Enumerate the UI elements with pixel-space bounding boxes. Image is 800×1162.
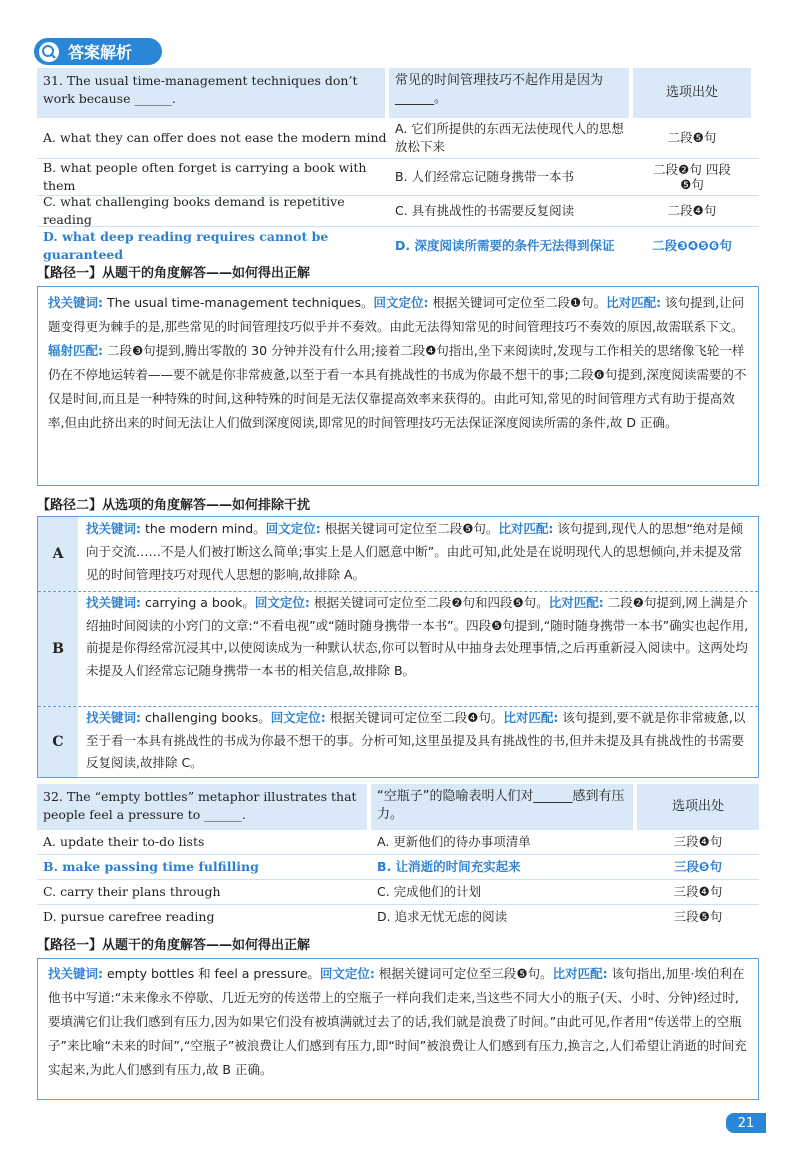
q32-option-row-correct (37, 855, 759, 880)
q32-route1-box (37, 958, 759, 1100)
keyword-label: 找关键词: (48, 295, 103, 310)
q31-table (37, 68, 759, 265)
q32-stem-en: 32. The “empty bottles” metaphor illustrates that people feel a pressure to ______. (37, 784, 367, 830)
q32-option-en: C. carry their plans through (43, 884, 221, 899)
route-text: 该句提到,让问题变得更为棘手的是,那些常见的时间管理技巧似乎并不奏效。由此无法得知常见的时间管理技巧不奏效的原因,故需联系下文。 (48, 295, 745, 334)
q31-route1-title: 【路径一】从题干的角度解答——如何得出正解 (37, 266, 311, 281)
route-text: challenging books。 (141, 710, 271, 725)
route-text: 根据关键词可定位至二段❶句。 (428, 295, 607, 310)
keyword-label: 找关键词: (86, 521, 141, 536)
keyword-label: 找关键词: (86, 595, 141, 610)
section-badge (34, 38, 162, 65)
q31-stem-cn: 常见的时间管理技巧不起作用是因为______。 (389, 68, 629, 118)
match-label: 比对匹配: (548, 595, 604, 610)
route-text: 根据关键词可定位至二段❷句和四段❺句。 (309, 595, 549, 610)
route-text: 根据关键词可定位至二段❹句。 (325, 710, 504, 725)
q32-options (37, 830, 759, 929)
q32-option-en: D. pursue carefree reading (43, 909, 215, 924)
locate-label: 回文定位: (265, 521, 321, 536)
q32-option-row (37, 830, 759, 855)
q31-route2-box (37, 516, 759, 778)
page-number: 21 (726, 1113, 766, 1133)
route-text: 二段❸句提到,腾出零散的 30 分钟并没有什么用;接着二段❹句指出,坐下来阅读时,发现与工作相关的思绪像飞轮一样仍在不停地运转着——要不就是你非常疲惫,以至于看一本具有挑战性的书成为你最不想干的事;二段❻句提到,深度阅读需要的不仅是时间,而且是一种特殊的时间,这种特殊的时间是无法仅靠提高效率来获得的。由此可知,常见的时间管理方式有助于提高效率,但由此挤出来的时间无法让人们做到深度阅读,即常见的时间管理技巧无法保证深度阅读所需的条件,故 D 正确。 (48, 343, 747, 430)
q31-option-cn: A. 它们所提供的东西无法使现代人的思想放松下来 (395, 121, 624, 154)
locate-label: 回文定位: (319, 966, 375, 981)
q31-option-row-correct (37, 227, 759, 265)
route-text: The usual time-management techniques。 (103, 295, 374, 310)
route-text: 根据关键词可定位至三段❺句。 (374, 966, 553, 981)
q32-option-cn: D. 追求无忧无虑的阅读 (377, 909, 508, 924)
q32-route1-title: 【路径一】从题干的角度解答——如何得出正解 (37, 938, 311, 953)
q31-option-row (37, 118, 759, 159)
section-title: 答案解析 (68, 43, 133, 62)
q31-header-row (37, 68, 759, 118)
q32-option-src: 三段❹句 (673, 884, 723, 899)
route-text: 该句提到,现代人的思想“绝对是倾向于交流……不是人们被打断这么简单;事实上是人们愿意中断”。由此可知,此处是在说明现代人的思想倾向,并未提及常见的时间管理技巧对现代人思想的影响,故排除 A。 (86, 521, 743, 582)
q31-option-src: 二段❷句 四段❺句 (653, 162, 731, 192)
q32-stem-cn: “空瓶子”的隐喻表明人们对______感到有压力。 (371, 784, 633, 830)
q32-option-src-correct: 三段❺句 (673, 859, 723, 874)
q31-option-en: A. what they can offer does not ease the modern mind (43, 130, 387, 145)
q31-option-cn: B. 人们经常忘记随身携带一本书 (395, 169, 575, 184)
magnifier-icon (36, 39, 62, 65)
route-text: 根据关键词可定位至二段❺句。 (320, 521, 499, 536)
route2-row-c (38, 706, 758, 777)
q32-option-cn-correct: B. 让消逝的时间充实起来 (377, 859, 521, 874)
q31-option-row (37, 159, 759, 196)
q32-option-row (37, 905, 759, 929)
q32-option-cn: A. 更新他们的待办事项清单 (377, 834, 531, 849)
q32-option-cn: C. 完成他们的计划 (377, 884, 482, 899)
route2-row-b (38, 591, 758, 706)
route-text: 该句指出,加里·埃伯利在他书中写道:“未来像永不停歇、几近无穷的传送带上的空瓶子一样向我们走来,当这些不同大小的瓶子(天、小时、分钟)经过时,要填满它们让我们感到有压力,因为如果它们没有被填满就过去了的话,我们就是浪费了时间。”由此可见,作者用“传送带上的空瓶子”来比喻“未来的时间”,“空瓶子”被浪费让人们感到有压力,即“时间”被浪费让人们感到有压力,换言之,人们希望让消逝的时间充实起来,为此人们感到有压力,故 B 正确。 (48, 966, 747, 1077)
q31-option-src-correct: 二段❸❹❺❻句 (652, 238, 732, 253)
match-label: 比对匹配: (606, 295, 662, 310)
q32-option-src: 三段❺句 (673, 909, 723, 924)
q32-header-row (37, 784, 759, 830)
radiate-match-label: 辐射匹配: (48, 343, 103, 358)
q31-option-row (37, 196, 759, 227)
match-label: 比对匹配: (503, 710, 559, 725)
match-label: 比对匹配: (552, 966, 608, 981)
route2-row-text (78, 592, 758, 706)
route2-row-label: B (38, 592, 78, 706)
q31-option-cn: C. 具有挑战性的书需要反复阅读 (395, 203, 575, 218)
route-text: the modern mind。 (141, 521, 266, 536)
q32-source-header: 选项出处 (637, 784, 759, 830)
route-text: empty bottles 和 feel a pressure。 (103, 966, 320, 981)
match-label: 比对匹配: (498, 521, 554, 536)
route-text: 二段❷句提到,网上满是介绍抽时间阅读的小窍门的文章:“不看电视”或“随时随身携带一本书”。四段❺句提到,“随时随身携带一本书”确实也起作用,前提是你得经常沉浸其中,以使阅读成为一种默认状态,你可以暂时从中抽身去处理事情,之后再重新浸入阅读中。这两处均未提及人们经常忘记随身携带一本书的相关信息,故排除 B。 (86, 595, 749, 678)
route2-row-label: C (38, 707, 78, 777)
q31-stem-en: 31. The usual time-management techniques don’t work because ______. (37, 68, 385, 118)
route2-row-a (38, 517, 758, 591)
q32-option-en: A. update their to-do lists (43, 834, 205, 849)
route-text: 该句提到,要不就是你非常疲惫,以至于看一本具有挑战性的书成为你最不想干的事。分析可知,这里虽提及具有挑战性的书,但并未提及具有挑战性的书需要反复阅读,故排除 C。 (86, 710, 746, 770)
q31-source-header: 选项出处 (633, 68, 751, 118)
route2-row-label: A (38, 517, 78, 591)
locate-label: 回文定位: (373, 295, 429, 310)
keyword-label: 找关键词: (86, 710, 141, 725)
q32-option-en-correct: B. make passing time fulfilling (43, 859, 259, 874)
q31-option-en: C. what challenging books demand is repetitive reading (43, 194, 345, 227)
locate-label: 回文定位: (254, 595, 310, 610)
q31-option-src: 二段❹句 (667, 203, 717, 218)
route-text: carrying a book。 (141, 595, 255, 610)
q31-option-en: B. what people often forget is carrying a book with them (43, 160, 367, 193)
q31-options (37, 118, 759, 265)
keyword-label: 找关键词: (48, 966, 103, 981)
q32-option-src: 三段❹句 (673, 834, 723, 849)
q31-route2-title: 【路径二】从选项的角度解答——如何排除干扰 (37, 498, 311, 513)
q31-option-en-correct: D. what deep reading requires cannot be guaranteed (43, 229, 329, 262)
q31-route1-box (37, 286, 759, 486)
locate-label: 回文定位: (270, 710, 326, 725)
route2-row-text (78, 517, 758, 591)
route2-row-text (78, 707, 758, 777)
q31-option-cn-correct: D. 深度阅读所需要的条件无法得到保证 (395, 238, 615, 253)
q32-table (37, 784, 759, 929)
q32-option-row (37, 880, 759, 905)
q31-option-src: 二段❺句 (667, 130, 717, 145)
